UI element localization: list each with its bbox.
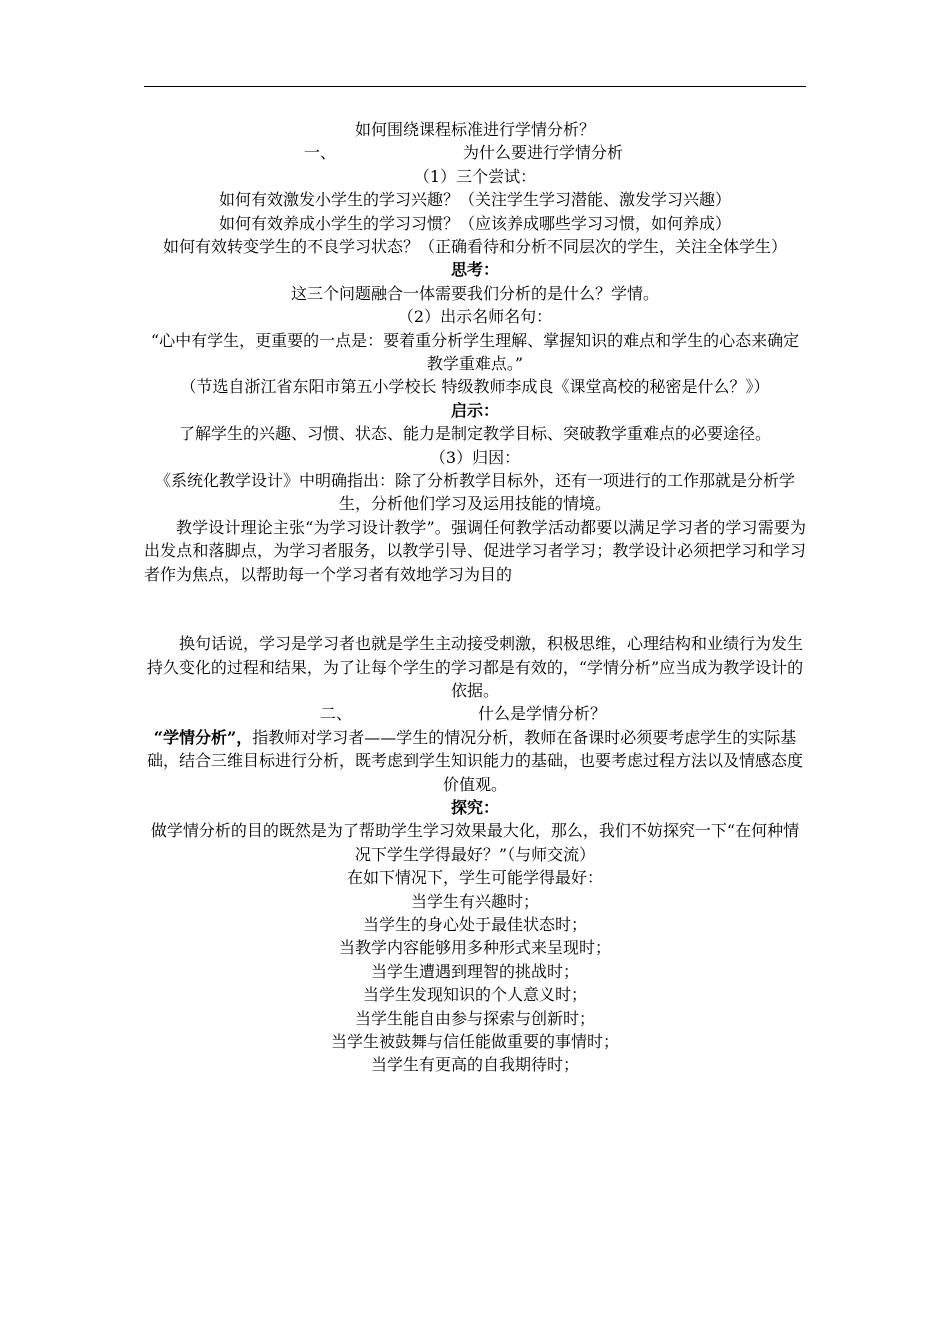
conditions-intro: 在如下情况下，学生可能学得最好： xyxy=(346,868,603,888)
section-2-heading xyxy=(144,702,806,725)
section-1-number: 一、 xyxy=(304,143,337,163)
attribution-paragraph-3: 换句话说，学习是学习者也就是学生主动接受刺激，积极思维，心理结构和业绩行为发生持久变化的过程和结果，为了让每个学生的学习都是有效的，“学情分析”应当成为教学设计的依据。 xyxy=(146,634,804,700)
condition-item: 当学生能自由参与探索与创新时； xyxy=(354,1008,595,1028)
condition-item: 当学生的身心处于最佳状态时； xyxy=(362,914,587,934)
condition-item: 当学生遭遇到理智的挑战时； xyxy=(370,961,579,981)
definition-paragraph xyxy=(144,726,806,796)
condition-item: 当学生有更高的自我期待时； xyxy=(370,1055,579,1075)
quote-source: （节选自浙江省东阳市第五小学校长 特级教师李成良《课堂高校的秘密是什么？》） xyxy=(180,377,770,397)
insight-text: 了解学生的兴趣、习惯、状态、能力是制定教学目标、突破教学重难点的必要途径。 xyxy=(178,424,771,444)
section-1-heading xyxy=(144,141,806,164)
document-title: 如何围绕课程标准进行学情分析？ xyxy=(354,120,595,139)
attribution-paragraph-1: 《系统化教学设计》中明确指出：除了分析教学目标外，还有一项进行的工作那就是分析学生，分析他们学习及运用技能的情境。 xyxy=(154,471,795,514)
condition-item: 当学生有兴趣时； xyxy=(410,891,539,911)
attribution-paragraph-2: 教学设计理论主张“为学习设计教学”。强调任何教学活动都要以满足学习者的学习需要为出发点和落脚点，为学习者服务，以教学引导、促进学习者学习；教学设计必须把学习和学习者作为焦点，以帮助每一个学习者有效地学习为目的 xyxy=(144,517,806,584)
subheading-attribution: （3）归因： xyxy=(429,447,521,467)
insight-label: 启示： xyxy=(450,400,499,420)
blank-space xyxy=(144,586,806,632)
subheading-three-attempts: （1）三个尝试： xyxy=(413,166,537,186)
teacher-quote: “心中有学生，更重要的一点是：要着重分析学生理解、掌握知识的难点和学生的心态来确定教学重难点。” xyxy=(150,330,800,374)
section-2-title: 什么是学情分析？ xyxy=(478,704,607,724)
question-learning-state: 如何有效转变学生的不良学习状态？（正确看待和分析不同层次的学生，关注全体学生） xyxy=(162,237,787,257)
condition-item: 当教学内容能够用多种形式来呈现时； xyxy=(338,938,611,958)
think-text: 这三个问题融合一体需要我们分析的是什么？学情。 xyxy=(290,283,659,303)
header-rule xyxy=(144,86,806,87)
explore-label: 探究： xyxy=(450,797,499,817)
condition-item: 当学生发现知识的个人意义时； xyxy=(362,985,587,1005)
definition-text: 指教师对学习者——学生的情况分析，教师在备课时必须要考虑学生的实际基础，结合三维目标进行分析，既考虑到学生知识能力的基础，也要考虑过程方法以及情感态度价值观。 xyxy=(146,727,803,794)
section-2-number: 二、 xyxy=(320,704,353,724)
subheading-famous-quote: （2）出示名师名句： xyxy=(397,307,553,327)
explore-text: 做学情分析的目的既然是为了帮助学生学习效果最大化，那么，我们不妨探究一下“在何种情况下学生学得最好？”（与师交流） xyxy=(150,821,800,864)
document-body xyxy=(144,118,806,1077)
condition-item: 当学生被鼓舞与信任能做重要的事情时； xyxy=(330,1032,619,1051)
think-label: 思考： xyxy=(450,260,499,280)
section-1-title: 为什么要进行学情分析 xyxy=(463,143,624,163)
definition-term: “学情分析”， xyxy=(153,727,253,747)
question-interest: 如何有效激发小学生的学习兴趣？（关注学生学习潜能、激发学习兴趣） xyxy=(218,190,731,210)
question-habits: 如何有效养成小学生的学习习惯？（应该养成哪些学习习惯，如何养成） xyxy=(218,213,731,233)
